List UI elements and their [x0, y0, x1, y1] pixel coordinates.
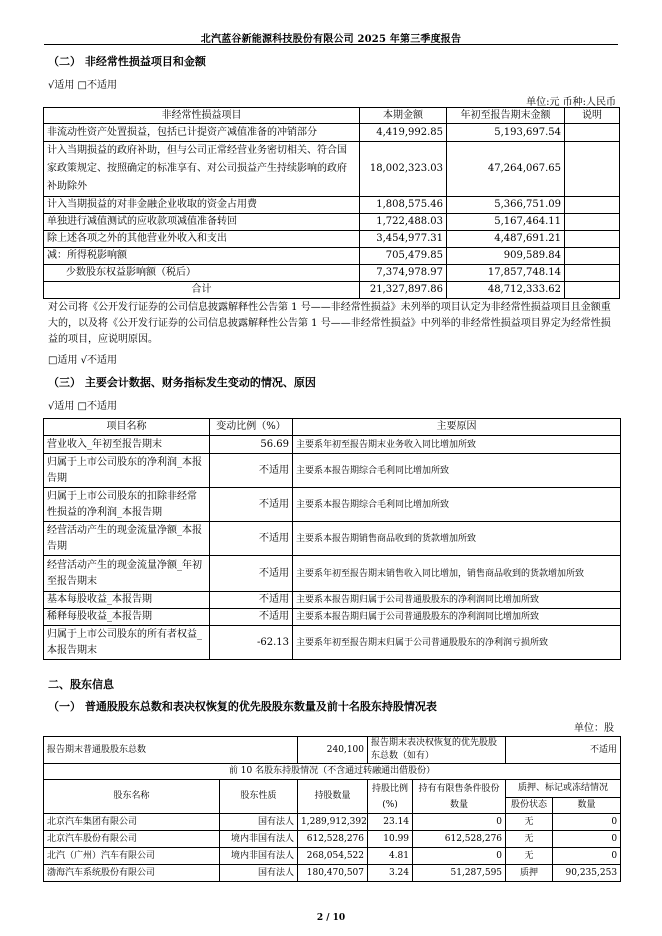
col-header-status: 股份状态	[506, 798, 553, 814]
holder-shares: 1,289,912,392	[298, 814, 368, 831]
row-item: 非流动性资产处置损益，包括已计提资产减值准备的冲销部分	[44, 124, 360, 142]
row-note	[565, 265, 620, 282]
table-row	[44, 454, 621, 488]
row-current: 3,454,977.31	[360, 231, 447, 248]
row-name: 归属于上市公司股东的所有者权益_本报告期末	[44, 626, 210, 660]
holder-status: 无	[506, 848, 553, 865]
table-row	[44, 848, 621, 865]
col-header-restricted: 持有有限售条件股份数量	[413, 780, 506, 814]
row-ratio: 不适用	[210, 488, 293, 522]
table-row-total	[44, 282, 620, 299]
table-row	[44, 556, 621, 592]
holder-ratio: 23.14	[368, 814, 413, 831]
col-header-nature: 股东性质	[220, 780, 298, 814]
table-row	[44, 488, 621, 522]
pref-shareholders-value: 不适用	[506, 737, 621, 764]
row-item: 计入当期损益的政府补助，但与公司正常经营业务密切相关、符合国家政策规定、按照确定的标准享有、对公司损益产生持续影响的政府补助除外	[44, 142, 360, 197]
col-header-qty: 数量	[553, 798, 621, 814]
row-reason: 主要系年初至报告期末归属于公司普通股股东的净利润亏损所致	[293, 626, 621, 660]
section-heading-nonrecurring: （二） 非经常性损益项目和金额	[48, 55, 206, 68]
row-reason: 主要系年初至报告期末销售收入同比增加，销售商品收到的货款增加所致	[293, 556, 621, 592]
row-name: 稀释每股收益_本报告期	[44, 609, 210, 626]
holder-name: 北汽（广州）汽车有限公司	[44, 848, 220, 865]
row-current: 4,419,992.85	[360, 124, 447, 142]
row-reason: 主要系年初至报告期末业务收入同比增加所致	[293, 436, 621, 454]
row-note	[565, 142, 620, 197]
nonrecurring-table	[43, 107, 620, 299]
applicable-checkbox-changes: √适用 □不适用	[48, 401, 117, 412]
col-header-reason: 主要原因	[293, 419, 621, 436]
table-row	[44, 265, 620, 282]
row-note	[565, 214, 620, 231]
row-note	[565, 282, 620, 299]
table-row	[44, 231, 620, 248]
unit-shares: 单位：股	[574, 723, 614, 734]
row-ratio: 不适用	[210, 454, 293, 488]
row-name: 营业收入_年初至报告期末	[44, 436, 210, 454]
unit-label: 单位:元 币种:人民币	[526, 97, 616, 108]
table-row	[44, 522, 621, 556]
row-ytd: 17,857,748.14	[447, 265, 565, 282]
row-item: 减：所得税影响额	[44, 248, 360, 265]
row-ratio: 56.69	[210, 436, 293, 454]
row-ytd: 5,193,697.54	[447, 124, 565, 142]
col-header-item: 非经常性损益项目	[44, 108, 360, 124]
row-current: 1,808,575.46	[360, 197, 447, 214]
row-item: 少数股东权益影响额（税后）	[44, 265, 360, 282]
table-row	[44, 592, 621, 609]
row-ratio: 不适用	[210, 556, 293, 592]
header-divider	[44, 44, 618, 45]
row-name: 归属于上市公司股东的净利润_本报告期	[44, 454, 210, 488]
table-row	[44, 814, 621, 831]
row-name: 基本每股收益_本报告期	[44, 592, 210, 609]
col-header-ytd: 年初至报告期末金额	[447, 108, 565, 124]
row-ytd: 4,487,691.21	[447, 231, 565, 248]
table-row	[44, 831, 621, 848]
holder-qty: 90,235,253	[553, 865, 621, 882]
holder-qty: 0	[553, 831, 621, 848]
col-header-holder-name: 股东名称	[44, 780, 220, 814]
applicable-checkbox-nonrecurring: √适用 □不适用	[48, 80, 117, 91]
row-note	[565, 248, 620, 265]
holder-ratio: 10.99	[368, 831, 413, 848]
row-current: 21,327,897.86	[360, 282, 447, 299]
holder-name: 北京汽车股份有限公司	[44, 831, 220, 848]
holder-qty: 0	[553, 814, 621, 831]
row-ratio: 不适用	[210, 609, 293, 626]
holder-ratio: 4.81	[368, 848, 413, 865]
holder-nature: 境内非国有法人	[220, 831, 298, 848]
row-item: 除上述各项之外的其他营业外收入和支出	[44, 231, 360, 248]
row-ytd: 48,712,333.62	[447, 282, 565, 299]
row-item: 合计	[44, 282, 360, 299]
holder-restricted: 0	[413, 848, 506, 865]
holder-nature: 国有法人	[220, 814, 298, 831]
holder-shares: 612,528,276	[298, 831, 368, 848]
row-ytd: 909,589.84	[447, 248, 565, 265]
holder-status: 无	[506, 831, 553, 848]
col-header-ratio: 持股比例(%)	[368, 780, 413, 814]
row-note	[565, 197, 620, 214]
table-row	[44, 865, 621, 882]
table-row	[44, 142, 620, 197]
row-reason: 主要系本报告期综合毛利同比增加所致	[293, 454, 621, 488]
section-heading-shareholders: 二、股东信息	[48, 678, 114, 691]
holder-status: 无	[506, 814, 553, 831]
row-reason: 主要系本报告期销售商品收到的货款增加所致	[293, 522, 621, 556]
total-shareholders-value: 240,100	[298, 737, 368, 764]
holder-qty: 0	[553, 848, 621, 865]
col-header-name: 项目名称	[44, 419, 210, 436]
holder-nature: 国有法人	[220, 865, 298, 882]
holder-shares: 180,470,507	[298, 865, 368, 882]
col-header-pledge: 质押、标记或冻结情况	[506, 780, 621, 798]
applicable-checkbox-footnote: □适用 √不适用	[48, 355, 117, 366]
col-header-current: 本期金额	[360, 108, 447, 124]
subheading-top10: （一） 普通股股东总数和表决权恢复的优先股股东数量及前十名股东持股情况表	[48, 700, 437, 713]
holder-ratio: 3.24	[368, 865, 413, 882]
row-ratio: -62.13	[210, 626, 293, 660]
holder-restricted: 612,528,276	[413, 831, 506, 848]
section-heading-changes: （三） 主要会计数据、财务指标发生变动的情况、原因	[48, 376, 316, 389]
row-ratio: 不适用	[210, 592, 293, 609]
shareholders-table	[43, 736, 621, 882]
row-name: 归属于上市公司股东的扣除非经常性损益的净利润_本报告期	[44, 488, 210, 522]
row-note	[565, 124, 620, 142]
col-header-ratio: 变动比例（%）	[210, 419, 293, 436]
row-name: 经营活动产生的现金流量净额_年初至报告期末	[44, 556, 210, 592]
table-row	[44, 609, 621, 626]
row-item: 单独进行减值测试的应收款项减值准备转回	[44, 214, 360, 231]
page-number: 2 / 10	[316, 913, 346, 923]
table-row	[44, 436, 621, 454]
col-header-shares: 持股数量	[298, 780, 368, 814]
nonrecurring-footnote: 对公司将《公开发行证券的公司信息披露解释性公告第 1 号——非经常性损益》未列举的项目认定为非经常性损益项目且金额重大的，以及将《公开发行证券的公司信息披露解释性公告第 1 号——非经常性损益》中列举的非经常性损益项目界定为经常性损益的项目，应说明原因。	[48, 302, 611, 345]
row-ytd: 5,366,751.09	[447, 197, 565, 214]
pref-shareholders-label: 报告期末表决权恢复的优先股股东总数（如有）	[368, 737, 506, 764]
row-name: 经营活动产生的现金流量净额_本报告期	[44, 522, 210, 556]
total-shareholders-label: 报告期末普通股股东总数	[44, 737, 298, 764]
row-ytd: 47,264,067.65	[447, 142, 565, 197]
holder-restricted: 0	[413, 814, 506, 831]
row-ratio: 不适用	[210, 522, 293, 556]
row-item: 计入当期损益的对非金融企业收取的资金占用费	[44, 197, 360, 214]
row-current: 1,722,488.03	[360, 214, 447, 231]
holder-nature: 境内非国有法人	[220, 848, 298, 865]
row-note	[565, 231, 620, 248]
row-reason: 主要系本报告期综合毛利同比增加所致	[293, 488, 621, 522]
table-row	[44, 214, 620, 231]
row-current: 7,374,978.97	[360, 265, 447, 282]
col-header-note: 说明	[565, 108, 620, 124]
row-current: 18,002,323.03	[360, 142, 447, 197]
table-row	[44, 248, 620, 265]
row-reason: 主要系本报告期归属于公司普通股股东的净利润同比增加所致	[293, 592, 621, 609]
row-current: 705,479.85	[360, 248, 447, 265]
holder-status: 质押	[506, 865, 553, 882]
row-reason: 主要系本报告期归属于公司普通股股东的净利润同比增加所致	[293, 609, 621, 626]
row-ytd: 5,167,464.11	[447, 214, 565, 231]
holder-shares: 268,054,522	[298, 848, 368, 865]
holder-name: 北京汽车集团有限公司	[44, 814, 220, 831]
table-row	[44, 124, 620, 142]
holder-name: 渤海汽车系统股份有限公司	[44, 865, 220, 882]
holder-restricted: 51,287,595	[413, 865, 506, 882]
report-header: 北汽蓝谷新能源科技股份有限公司 2025 年第三季度报告	[200, 34, 462, 45]
table-row	[44, 197, 620, 214]
top10-label: 前 10 名股东持股情况（不含通过转融通出借股份）	[44, 764, 621, 780]
table-row	[44, 626, 621, 660]
changes-table	[43, 418, 621, 660]
